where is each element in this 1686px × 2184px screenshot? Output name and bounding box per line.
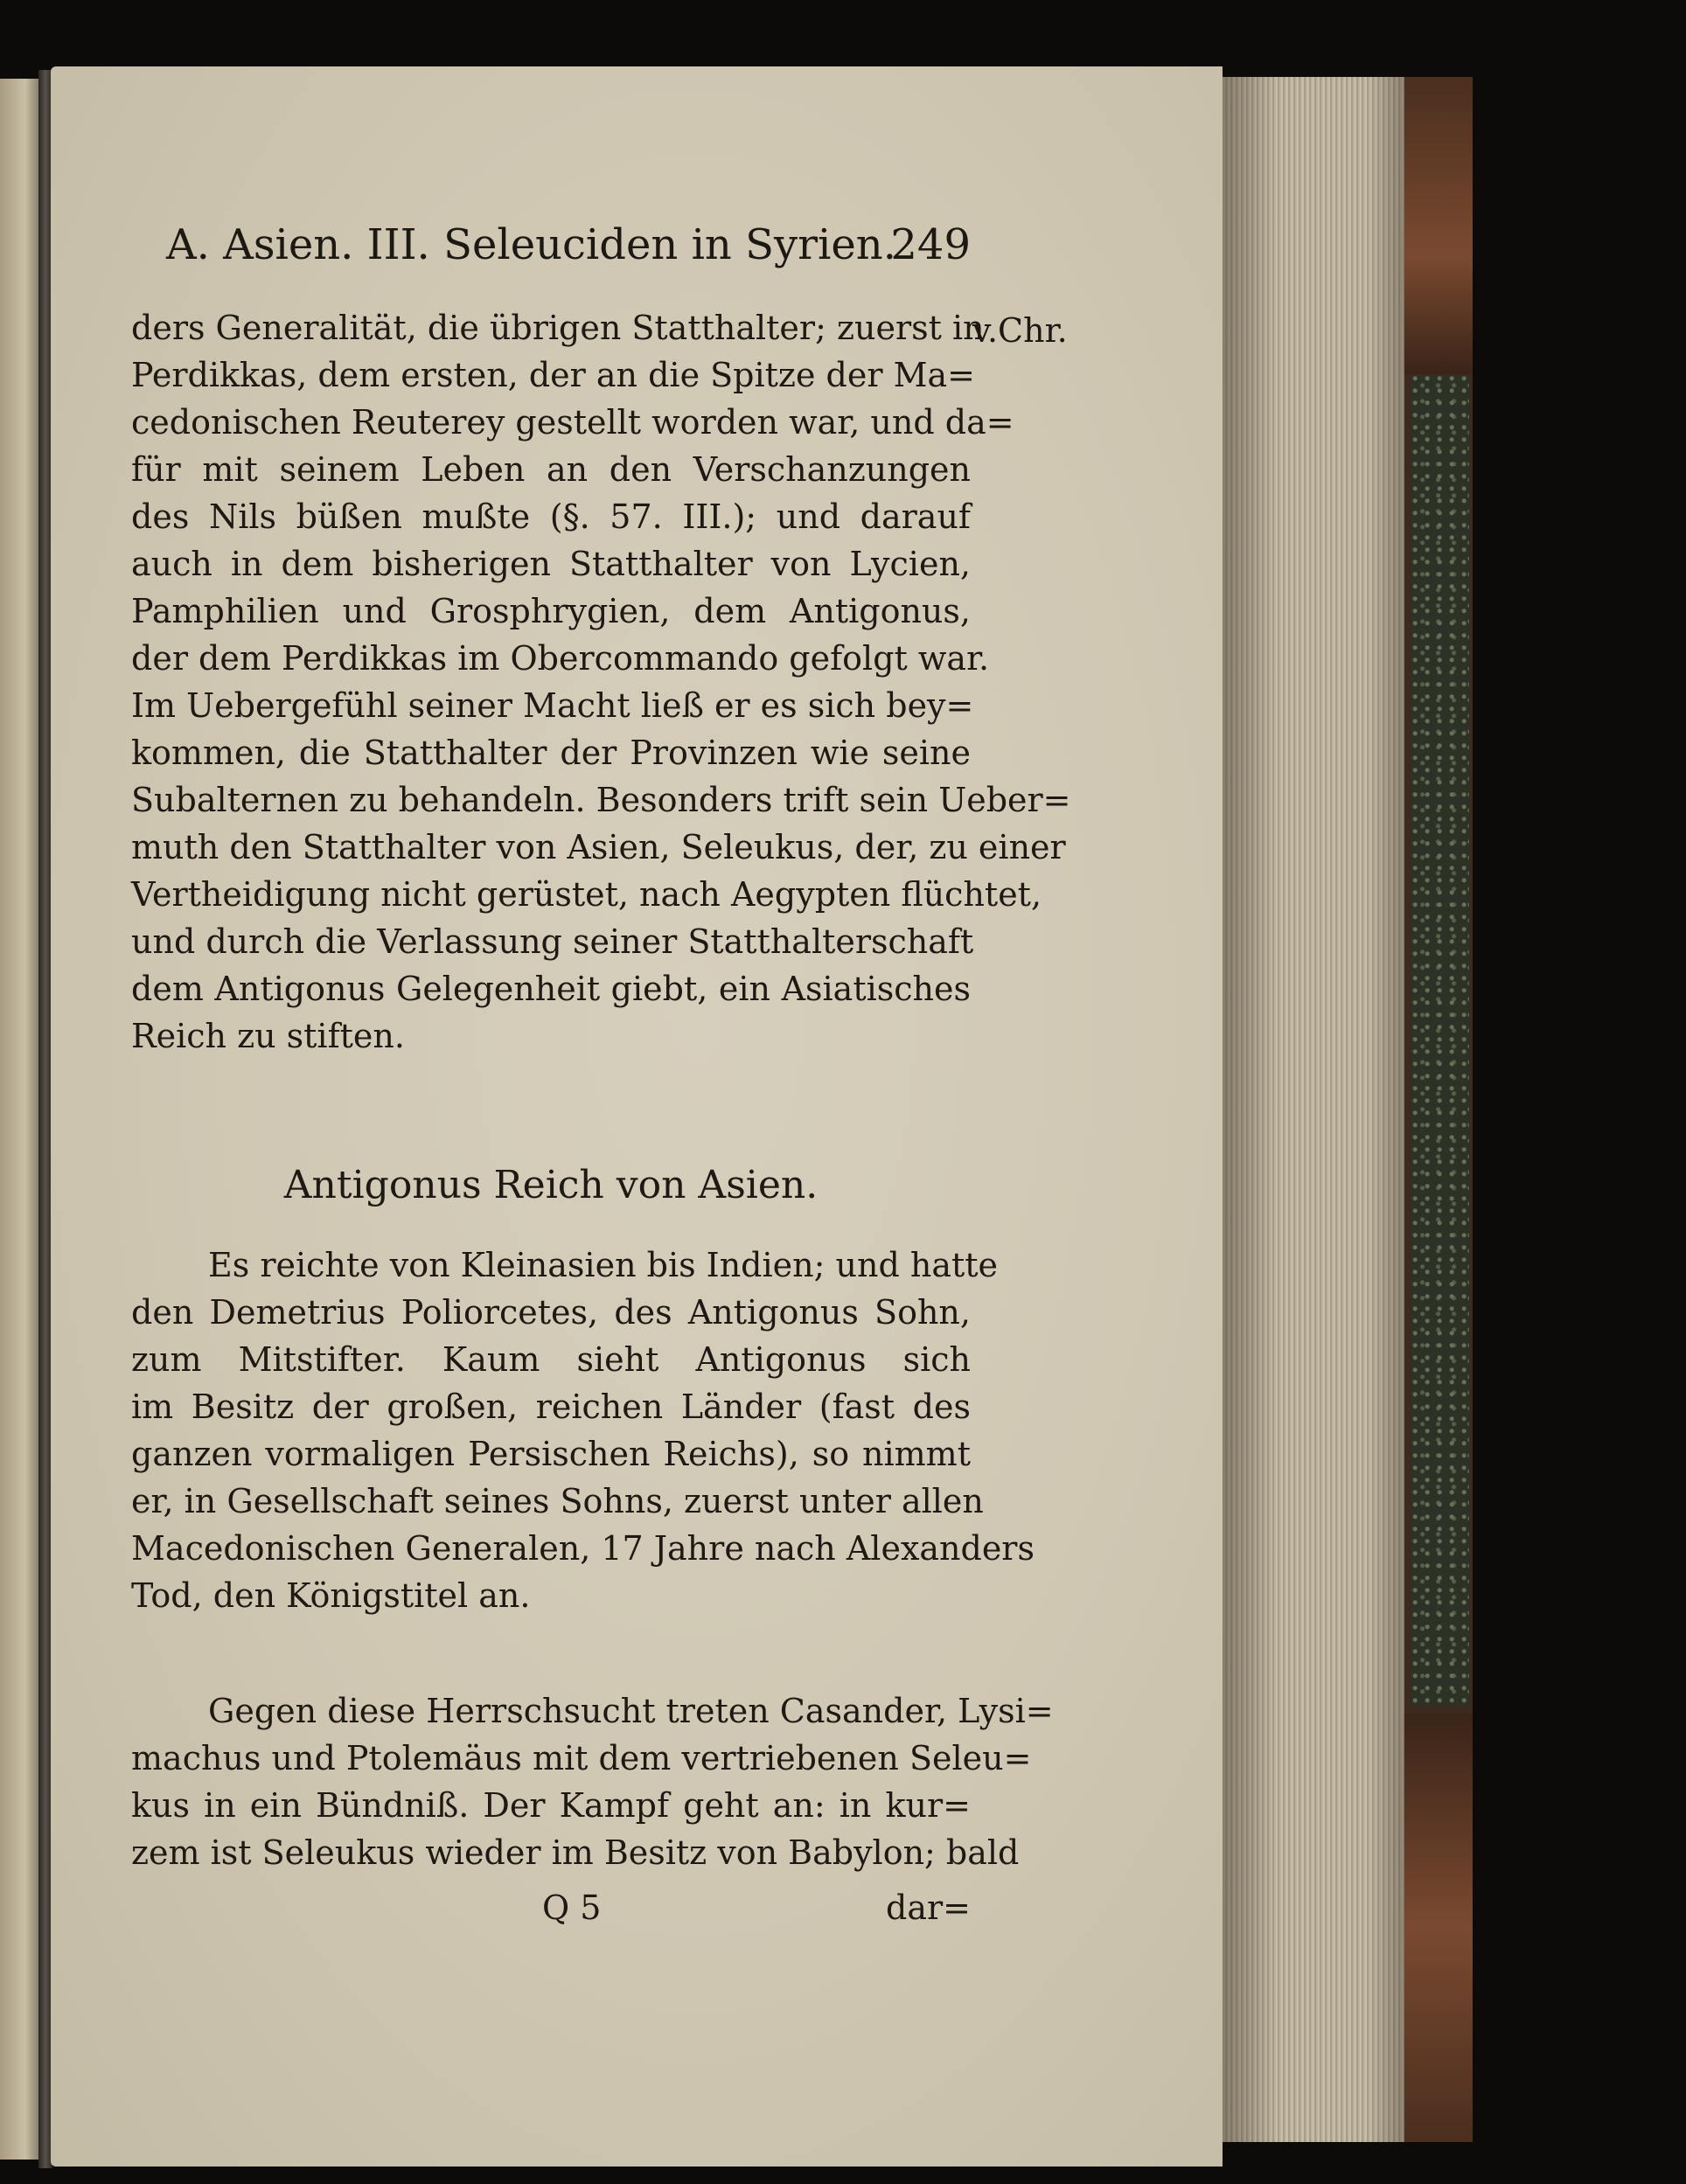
text-line: er, in Gesellschaft seines Sohns, zuerst unter allen [131,1482,984,1520]
cover-marbled-paper [1411,376,1469,1705]
text-line: Perdikkas, dem ersten, der an die Spitze der Ma= [131,356,975,394]
text-line: zem ist Seleukus wieder im Besitz von Babylon; bald [131,1833,1020,1872]
text-line: des Nils büßen mußte (§. 57. III.); und darauf [131,497,971,536]
text-line: dem Antigonus Gelegenheit giebt, ein Asiatisches [131,970,971,1008]
text-line: Pamphilien und Grosphrygien, dem Antigonus, [131,592,971,630]
text-line: Im Uebergefühl seiner Macht ließ er es sich bey= [131,686,974,725]
text-line: Tod, den Königstitel an. [131,1576,531,1615]
text-line: kus in ein Bündniß. Der Kampf geht an: in kur= [131,1786,971,1825]
cover-leather-top [1404,77,1473,374]
text-line: muth den Statthalter von Asien, Seleukus, der, zu einer [131,828,1066,866]
text-line: Es reichte von Kleinasien bis Indien; und hatte [208,1246,999,1284]
margin-note: v.Chr. [972,311,1068,350]
text-line: für mit seinem Leben an den Verschanzungen [131,450,971,489]
cover-leather-bottom [1404,1714,1473,2142]
text-line: den Demetrius Poliorcetes, des Antigonus Sohn, [131,1293,971,1332]
text-line: cedonischen Reuterey gestellt worden war, und da= [131,403,1014,442]
paragraph-2 [131,1242,1035,1619]
text-line: ganzen vormaligen Persischen Reichs), so nimmt [131,1435,971,1473]
section-heading: Antigonus Reich von Asien. [283,1163,819,1207]
running-header [166,203,971,273]
text-line: Subalternen zu behandeln. Besonders trift sein Ueber= [131,781,1071,819]
text-line: Gegen diese Herrschsucht treten Casander, Lysi= [208,1692,1054,1730]
page-footer [131,1888,971,1941]
page-number: 249 [890,220,971,269]
page-block-shadow [1223,77,1404,2142]
text-line: zum Mitstifter. Kaum sieht Antigonus sich [131,1340,971,1379]
text-line: und durch die Verlassung seiner Statthalterschaft [131,922,974,961]
text-line: im Besitz der großen, reichen Länder (fast des [131,1388,971,1426]
running-title: A. Asien. III. Seleuciden in Syrien. [166,220,896,269]
signature-mark: Q 5 [542,1888,602,1927]
text-line: ders Generalität, die übrigen Statthalter; zuerst in [131,309,985,347]
paragraph-3 [131,1687,1054,1876]
text-line: machus und Ptolemäus mit dem vertriebenen Seleu= [131,1739,1032,1777]
catchword: dar= [886,1888,971,1927]
text-line: der dem Perdikkas im Obercommando gefolgt war. [131,639,990,678]
text-line: Reich zu stiften. [131,1017,405,1055]
text-line: auch in dem bisherigen Statthalter von Lycien, [131,545,971,583]
text-line: Macedonischen Generalen, 17 Jahre nach Alexanders [131,1529,1035,1568]
text-line: Vertheidigung nicht gerüstet, nach Aegypten flüchtet, [131,875,1042,914]
text-line: kommen, die Statthalter der Provinzen wie seine [131,734,971,772]
